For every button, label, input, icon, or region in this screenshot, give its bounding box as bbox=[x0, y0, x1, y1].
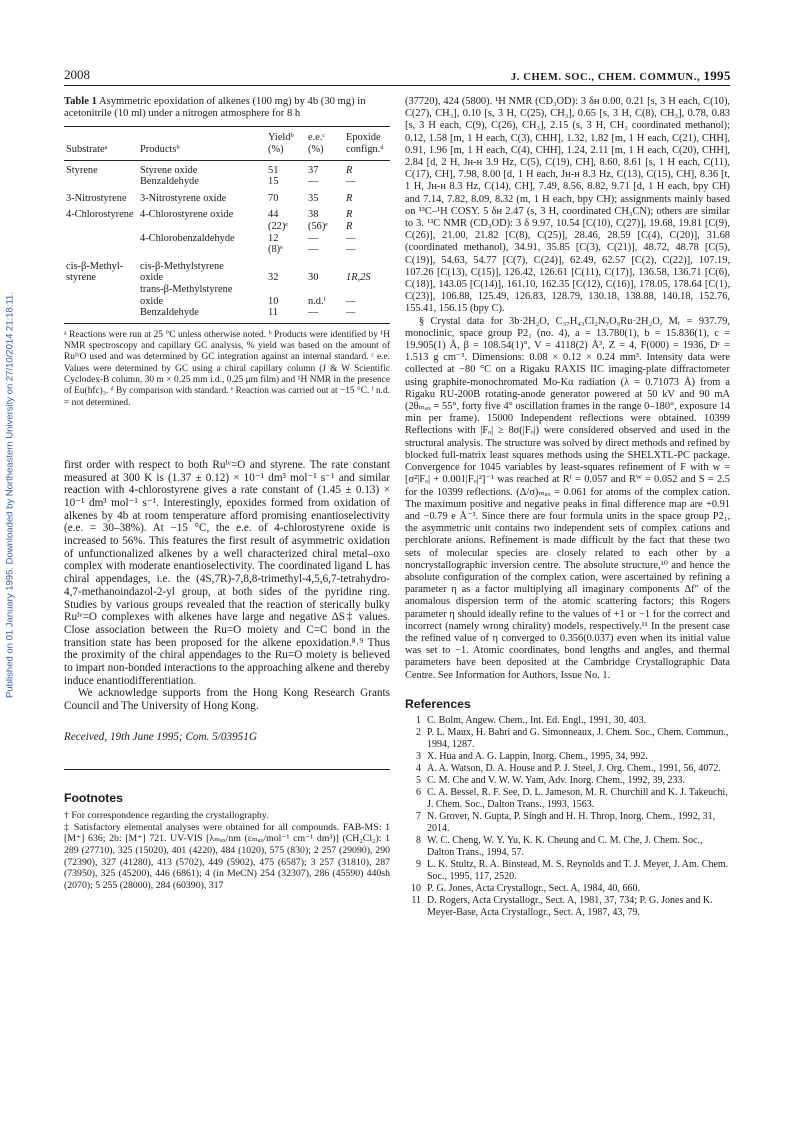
table-cell-substrate: 3-Nitrostyrene bbox=[66, 192, 127, 204]
table-cell-product: oxide bbox=[140, 272, 164, 284]
table-row bbox=[64, 176, 390, 188]
table-caption-text: Asymmetric epoxidation of alkenes (100 mg) by 4b (30 mg) in acetonitrile (10 ml) under a nitrogen atmosphere for 8 h bbox=[64, 96, 366, 120]
table-cell-substrate: cis-β-Methyl- bbox=[66, 260, 124, 272]
table-cell-yield: 44 bbox=[268, 209, 279, 221]
table-cell-config bbox=[344, 284, 390, 296]
table-cell-config: R bbox=[346, 209, 353, 221]
reference-text: W. C. Cheng, W. Y. Yu, K. K. Cheung and C. M. Che, J. Chem. Soc., Dalton Trans., 1994, 57. bbox=[427, 834, 703, 858]
reference-number: 9 bbox=[416, 858, 421, 870]
reference-text: L. K. Stultz, R. A. Binstead, M. S. Reynolds and T. J. Meyer, J. Am. Chem. Soc., 1995, 117, 2520. bbox=[427, 858, 729, 882]
footnote-rule bbox=[64, 769, 390, 770]
reference-text: D. Rogers, Acta Crystallogr., Sect. A, 1981, 37, 734; P. G. Jones and K. Meyer-Base, Acta Crystallogr., Sect. A, 1987, 43, 79. bbox=[427, 894, 713, 918]
reference-item bbox=[405, 727, 730, 751]
reference-number: 1 bbox=[416, 714, 421, 726]
table-footnote: ᵃ Reactions were run at 25 °C unless otherwise noted. ᵇ Products were identified by ¹H NMR spectroscopy and capillary GC analysis, % yield was based on the amount of RuᴵᵛO used and was determined by GC integration against an internal standard. ᶜ e.e. Values were determined by GC using a chiral capillary column (J & W Scientific Cyclodex-B column, 30 m × 0.25 mm i.d., 0.25 μm film) and ¹H NMR in the presence of Eu(hfc)₃. ᵈ By comparison with standard. ᵉ Reaction was carried out at −15 °C. ᶠ n.d. = not determined. bbox=[64, 329, 391, 408]
table-cell-config bbox=[344, 256, 390, 273]
table-cell-product: cis-β-Methylstyrene bbox=[140, 260, 224, 272]
table-cell-ee: (56)ᵉ bbox=[308, 220, 328, 232]
table-cell-yield: 51 bbox=[268, 164, 279, 176]
table-cell-product: oxide bbox=[140, 295, 164, 307]
table-cell-yield bbox=[266, 284, 306, 296]
main-text bbox=[64, 459, 390, 713]
table-cell-config: R bbox=[346, 164, 353, 176]
reference-item bbox=[405, 811, 730, 835]
table-caption-label: Table 1 bbox=[64, 96, 97, 107]
references-heading: References bbox=[405, 696, 471, 711]
table-cell-ee: — bbox=[308, 176, 319, 188]
reference-text: C. Bolm, Angew. Chem., Int. Ed. Engl., 1991, 30, 403. bbox=[427, 714, 647, 726]
footnote-dagger: † For correspondence regarding the crystallography. bbox=[64, 810, 269, 822]
table-cell-ee: 37 bbox=[308, 164, 319, 176]
table-cell-substrate bbox=[64, 244, 138, 256]
table-cell-yield: 11 bbox=[268, 307, 279, 319]
table-row bbox=[64, 307, 390, 319]
table-row bbox=[64, 272, 390, 284]
right-column bbox=[405, 96, 730, 919]
paragraph-1: first order with respect to both Ruᴵᵛ=O and styrene. The rate constant measured at 300 K is (1.37 ± 0.12) × 10⁻¹ dm³ mol⁻¹ s⁻¹ and similar reaction with 4-chlorostyrene gives a rate constant of (1.45 ± 0.13) × 10⁻¹ dm³ mol⁻¹ s⁻¹. Interestingly, epoxides formed from oxidation of alkenes by 4b at room temperature afford promising enantioselectivity (e.e. = 30–38%). At −15 °C, the e.e. of 4-chlorostyrene oxide is increased to 56%. This features the first result of asymmetric oxidation of unfunctionalized alkenes by a well characterized chiral metal–oxo complex with moderate enantioselectivity. The coordinated ligand L has chiral appendages, i.e. the (4S,7R)-7,8,8-trimethyl-4,5,6,7-tetrahydro-4,7-methanoindazol-2-yl group, at both sides of the pyridine ring. Studies by various groups revealed that the reaction of sterically bulky Ruᴵᵛ=O complexes with alkenes have large and negative ΔS‡ values. Close association between the Ru=O moiety and C=C bond in the transition state has been proposed for the alkene epoxidation.⁸˒⁹ Thus the proximity of the chiral appendages to the Ru=O moiety is believed to impart non-bonded interactions to the approaching alkene and thereby induce enantiodifferentiation. bbox=[64, 458, 390, 687]
col-yield: Yieldᵇ bbox=[268, 132, 294, 144]
reference-text: P. L. Maux, H. Bahri and G. Simonneaux, J. Chem. Soc., Chem. Commun., 1994, 1287. bbox=[427, 726, 729, 750]
col-epoxide-sub: confign.ᵈ bbox=[346, 144, 384, 155]
col-products: Productsᵇ bbox=[140, 144, 180, 155]
footnotes-text bbox=[64, 810, 390, 891]
footnotes-heading: Footnotes bbox=[64, 791, 123, 806]
table-cell-ee: — bbox=[308, 244, 319, 256]
col-substrate: Substrateᵃ bbox=[66, 144, 108, 155]
footnote-ddagger: ‡ Satisfactory elemental analyses were obtained for all compounds. FAB-MS: 1 [M⁺] 636; 2b: [M⁺] 721. UV-VIS [λₘₐₓ/nm (εₘₐₓ/mol⁻¹ cm⁻¹ dm³)] (CH₂Cl₂): 1 289 (27710), 325 (15020), 401 (4220), 484 (1020), 575 (830); 2 257 (29090), 290 (72390), 327 (41280), 413 (5702), 449 (5902), 475 (6587); 3 257 (31810), 287 (73950), 325 (45200), 446 (6861); 4 (in MeCN) 254 (32307), 286 (45590) 440sh (2070); 5 255 (28000), 284 (60390), 317 bbox=[64, 821, 390, 891]
reference-item bbox=[405, 775, 730, 787]
reference-text: N. Grover, N. Gupta, P. Singh and H. H. Throp, Inorg. Chem., 1992, 31, 2014. bbox=[427, 810, 716, 834]
provenance-sidebar bbox=[0, 0, 20, 1127]
results-table bbox=[64, 126, 390, 318]
reference-number: 7 bbox=[416, 810, 421, 822]
reference-number: 2 bbox=[416, 726, 421, 738]
table-row bbox=[64, 284, 390, 296]
table-cell-config: — bbox=[346, 307, 356, 319]
table-cell-substrate bbox=[64, 233, 138, 245]
table-cell-config: — bbox=[346, 232, 356, 244]
journal-header bbox=[511, 68, 731, 84]
table-cell-ee bbox=[306, 284, 344, 296]
table-row bbox=[64, 256, 390, 273]
col-epoxide: Epoxide bbox=[346, 132, 381, 144]
provenance-link[interactable]: Published on 01 January 1995. Downloaded by Northeastern University on 27/10/2014 21:18:11. bbox=[4, 292, 16, 698]
table-cell-yield: 12 bbox=[268, 232, 279, 244]
reference-item bbox=[405, 883, 730, 895]
reference-number: 5 bbox=[416, 774, 421, 786]
reference-item bbox=[405, 835, 730, 859]
reference-item bbox=[405, 751, 730, 763]
table-cell-yield: 70 bbox=[268, 192, 279, 204]
reference-text: P. G. Jones, Acta Crystallogr., Sect. A, 1984, 40, 660. bbox=[427, 882, 641, 894]
table-cell-substrate bbox=[64, 296, 138, 308]
table-row bbox=[64, 221, 390, 233]
col-ee: e.e.ᶜ bbox=[308, 132, 326, 144]
table-row bbox=[64, 188, 390, 205]
table-cell-product: Benzaldehyde bbox=[140, 176, 199, 188]
reference-number: 4 bbox=[416, 762, 421, 774]
reference-item bbox=[405, 763, 730, 775]
table-cell-ee: 30 bbox=[308, 272, 319, 284]
reference-text: X. Hua and A. G. Lappin, Inorg. Chem., 1995, 34, 992. bbox=[427, 750, 648, 762]
table-cell-substrate: styrene bbox=[66, 272, 97, 284]
table-caption bbox=[64, 96, 390, 120]
reference-number: 6 bbox=[416, 786, 421, 798]
page-number: 2008 bbox=[64, 67, 90, 82]
header-rule bbox=[64, 85, 730, 86]
col-yield-unit: (%) bbox=[268, 144, 284, 155]
table-cell-product: 4-Chlorobenzaldehyde bbox=[140, 232, 235, 244]
table-row bbox=[64, 204, 390, 221]
table-cell-config: R bbox=[346, 192, 353, 204]
table-cell-product: Benzaldehyde bbox=[140, 307, 199, 319]
table-cell-product: Styrene oxide bbox=[140, 164, 198, 176]
table-cell-config: — bbox=[346, 295, 356, 307]
received-line: Received, 19th June 1995; Com. 5/03951G bbox=[64, 730, 257, 743]
reference-text: A. A. Watson, D. A. House and P. J. Steel, J. Org. Chem., 1991, 56, 4072. bbox=[427, 762, 721, 774]
reference-number: 11 bbox=[411, 894, 421, 906]
col-ee-unit: (%) bbox=[308, 144, 324, 155]
table-row bbox=[64, 233, 390, 245]
reference-item bbox=[405, 859, 730, 883]
reference-number: 10 bbox=[411, 882, 421, 894]
table-cell-product bbox=[138, 221, 266, 233]
table-cell-product: 4-Chlorostyrene oxide bbox=[140, 209, 234, 221]
table-cell-ee: n.d.ᶠ bbox=[308, 295, 326, 307]
table-cell-substrate: Styrene bbox=[66, 164, 98, 176]
reference-item bbox=[405, 895, 730, 919]
left-column bbox=[64, 96, 390, 891]
table-cell-substrate bbox=[64, 284, 138, 296]
table-cell-ee: — bbox=[308, 307, 319, 319]
crystal-data-text: § Crystal data for 3b·2H₂O, C₃₇H₄₃Cl₂N₇O₉Ru·2H₂O, Mᵣ = 937.79, monoclinic, space group P2₁ (no. 4), a = 13.780(1), b = 15.836(1), c = 19.905(1) Å, β = 108.54(1)°, V = 4118(2) Å³, Z = 4, F(000) = 1936, Dᶜ = 1.513 g cm⁻³. Dimensions: 0.08 × 0.12 × 0.24 mm³. Intensity data were collected at −80 °C on a Rigaku RAXIS IIC imaging-plate diffractometer using graphite-monochromated Mo-Kα radiation (λ = 0.71073 Å) from a Rigaku RU-200B rotating-anode generator powered at 50 kV and 90 mA (2θₘₐₓ = 55°, forty five 4° oscillation frames in the range 0–180°, exposure 14 min per frame). 15000 Independent reflections were obtained. 10399 Reflections with |Fₒ| ≥ 8σ(|Fₒ|) were considered observed and used in the structural analysis. The structure was solved by direct methods and refined by blocked full-matrix least squares methods using the SHELXTL-PC package. Convergence for 1045 variables by least-squares refinement of F with w = [σ²|Fₒ| + 0.001|Fₒ|²]⁻¹ was reached at Rᶠ = 0.057 and Rᵂ = 0.052 and S = 2.5 for the 10399 reflections. (Δ/σ)ₘₐₓ = 0.061 for atoms of the complex cation. The maximum positive and negative peaks in final difference map are +0.91 and −0.79 e Å⁻³. Since there are four formula units in the space group P2₁, the asymmetric unit contains two independent sets of complex cations and perchlorate anions. Refinement is made difficult by the fact that these two sets of molecular species are closely related to each other by a noncrystallographic inversion centre. The absolute structure,¹⁰ and hence the absolute configuration of the complex cation, were ascertained by refining a parameter η as a factor multiplying all imaginary components Δf″ of the anomalous dispersion term of the atomic scattering factors; this Rogers parameter η should ideally refine to the values of +1 or −1 for the correct and incorrect (namely wrong chirality) models, respectively.¹¹ In the present case the refined value of η converged to 0.356(0.037) even when its initial value was set to −1. Atomic coordinates, bond lengths and angles, and thermal parameters have been deposited at the Cambridge Crystallographic Data Centre. See Information for Authors, Issue No. 1. bbox=[405, 315, 730, 681]
table-cell-yield: 15 bbox=[268, 176, 279, 188]
table-cell-config: — bbox=[346, 176, 356, 188]
table-cell-config: 1R,2S bbox=[346, 272, 371, 284]
table-cell-substrate bbox=[64, 176, 138, 188]
reference-text: C. M. Che and V. W. W. Yam, Adv. Inorg. Chem., 1992, 39, 233. bbox=[427, 774, 685, 786]
table-cell-substrate bbox=[64, 221, 138, 233]
table-cell-product bbox=[138, 244, 266, 256]
table-cell-yield bbox=[266, 256, 306, 273]
reference-text: C. A. Bessel, R. F. See, D. L. Jameson, M. R. Churchill and K. J. Takeuchi, J. Chem. Soc., Dalton Trans., 1993, 1563. bbox=[427, 786, 728, 810]
references-list bbox=[405, 715, 730, 919]
table-row bbox=[64, 296, 390, 308]
table-cell-ee: 35 bbox=[308, 192, 319, 204]
reference-item bbox=[405, 715, 730, 727]
table-cell-substrate bbox=[64, 307, 138, 319]
table-bottom-rule bbox=[64, 323, 390, 324]
table-cell-ee: 38 bbox=[308, 209, 319, 221]
paragraph-2: We acknowledge supports from the Hong Kong Research Grants Council and The University of Hong Kong. bbox=[64, 687, 390, 713]
table-cell-ee bbox=[306, 256, 344, 273]
table-cell-config: — bbox=[346, 244, 356, 256]
nmr-data-text: (37720), 424 (5800). ¹H NMR (CD₃OD): 3 δʜ 0.00, 0.21 [s, 3 H each, C(10), C(27), CH₃], 0.10 [s, 3 H, C(25), CH₃], 0.65 [s, 3 H, C(8), CH₃], 0.78, 0.83 [s, 3 H each, C(9), C(26), CH₃], 2.15 (s, 3 H, CH₃ coordinated methanol); 0.12, 1.58 [m, 1 H each, C(3), CHH], 1.32, 1.82 [m, 1 H each, C(21), CHH], 0.91, 1.96 [m, 1 H each, C(4), CHH], 1.24, 2.11 [m, 1 H each, C(20), CHH], 2.84 [d, 2 H, Jʜ‑ʜ 3.9 Hz, C(5), C(19), CH], 8.60, 8.61 [s, 1 H each, C(11), C(17), CH], 7.98, 8.00 [d, 1 H each, Jʜ‑ʜ 8.3 Hz, C(13), C(15), CH], 8.36 [t, 1 H, Jʜ‑ʜ 8.3 Hz, C(14), CH], 7.49, 8.56, 8.82, 9.71 [d, 1 H each, bpy CH) and 7.14, 7.82, 8.09, 8.32 (m, 1 H each, bpy CH); assignments mainly based on ¹³C–¹H COSY. 5 δʜ 2.47 (s, 3 H, coordinated CH₃CN); others are similar to 3. ¹³C NMR (CD₃OD): 3 δ 9.97, 10.54 [C(10), C(27)], 19.68, 19.81 [C(9), C(26)], 21.00, 21.82 [C(8), C(25)], 28.46, 28.59 [C(4), C(20)], 31.68 (coordinated methanol), 34.91, 35.85 [C(3), C(21)], 48.72, 48.78 [C(5), C(19)], 54.63, 54.77 [C(7), C(24)], 62.49, 62.57 [C(2), C(22)], 107.19, 107.26 [C(13), C(15)], 126.42, 126.61 [C(11), C(17)], 136.58, 136.71 [C(6), C(18)], 143.05 [C(14)], 161.10, 162.35 [C(12), C(16)], 178.05, 178.64 [C(1), C(23)], 106.88, 125.49, 126.83, 128.79, 130.18, 138.88, 140.18, 152.76, 155.41, 156.15 (bpy C). bbox=[405, 96, 730, 315]
table-header-row-1 bbox=[64, 132, 390, 144]
table-cell-yield: (8)ᵉ bbox=[268, 244, 283, 256]
table-cell-yield: 10 bbox=[268, 295, 279, 307]
journal-title: J. CHEM. SOC., CHEM. COMMUN., bbox=[511, 72, 701, 83]
journal-year: 1995 bbox=[703, 68, 731, 83]
table-cell-ee: — bbox=[308, 232, 319, 244]
table-cell-yield: (22)ᵉ bbox=[268, 220, 288, 232]
table-header-row-2 bbox=[64, 144, 390, 156]
reference-item bbox=[405, 787, 730, 811]
table-cell-product: trans-β-Methylstyrene bbox=[140, 283, 233, 295]
table-row bbox=[64, 244, 390, 256]
table-cell-substrate: 4-Chlorostyrene bbox=[66, 209, 134, 221]
reference-number: 3 bbox=[416, 750, 421, 762]
table-cell-product: 3-Nitrostyrene oxide bbox=[140, 192, 227, 204]
table-cell-config: R bbox=[346, 220, 353, 232]
reference-number: 8 bbox=[416, 834, 421, 846]
table-row bbox=[64, 165, 390, 177]
table-cell-yield: 32 bbox=[268, 272, 279, 284]
